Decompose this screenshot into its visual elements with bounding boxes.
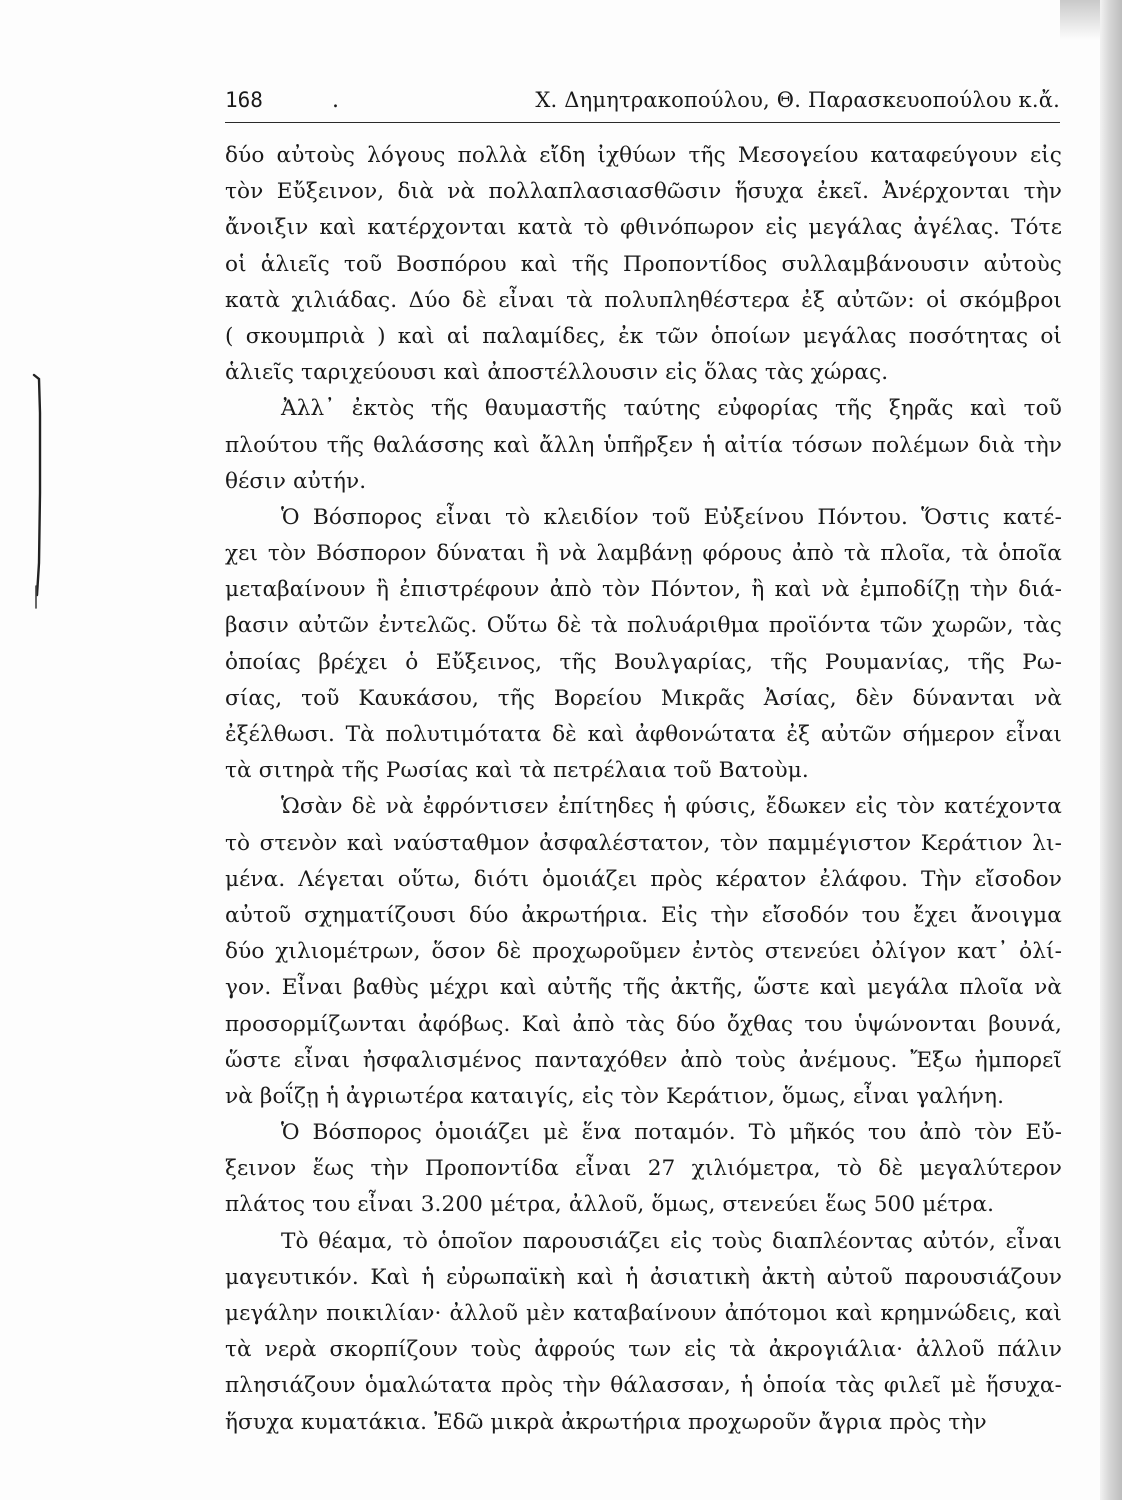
text-line: σίας, τοῦ Καυκάσου, τῆς Βορείου Μικρᾶς Ἀσίας, δὲν δύνανται νὰ [225, 685, 1062, 711]
text-line: κατὰ χιλιάδας. Δύο δὲ εἶναι τὰ πολυπληθέστερα ἐξ αὐτῶν: οἱ σκόμβροι [225, 287, 1062, 313]
margin-pencil-tick [33, 584, 39, 610]
text-line: Ὁ Βόσπορος εἶναι τὸ κλειδίον τοῦ Εὐξείνου Πόντου. Ὅστις κατέ- [281, 504, 1062, 530]
paragraph [225, 1115, 1062, 1224]
text-line: ἄνοιξιν καὶ κατέρχονται κατὰ τὸ φθινόπωρον εἰς μεγάλας ἀγέλας. Τότε [225, 215, 1062, 241]
text-line: δύο χιλιομέτρων, ὅσον δὲ προχωροῦμεν ἐντὸς στενεύει ὀλίγον κατ᾽ ὀλί- [225, 939, 1062, 965]
text-line: τὰ νερὰ σκορπίζουν τοὺς ἀφρούς των εἰς τὰ ἀκρογιάλια· ἀλλοῦ πάλιν [225, 1337, 1062, 1363]
text-line: ἥσυχα κυματάκια. Ἐδῶ μικρὰ ἀκρωτήρια προχωροῦν ἄγρια πρὸς τὴν [225, 1409, 987, 1435]
text-line: γον. Εἶναι βαθὺς μέχρι καὶ αὐτῆς τῆς ἀκτῆς, ὥστε καὶ μεγάλα πλοῖα νὰ [225, 975, 1062, 1001]
text-line: δύο αὐτοὺς λόγους πολλὰ εἴδη ἰχθύων τῆς Μεσογείου καταφεύγουν εἰς [225, 143, 1062, 168]
text-line: τὸν Εὔξεινον, διὰ νὰ πολλαπλασιασθῶσιν ἥσυχα ἐκεῖ. Ἀνέρχονται τὴν [225, 179, 1062, 205]
text-line: ( σκουμπριὰ ) καὶ αἱ παλαμίδες, ἐκ τῶν ὁποίων μεγάλας ποσότητας οἱ [225, 323, 1062, 349]
text-line: νὰ βοΐζῃ ἡ ἀγριωτέρα καταιγίς, εἰς τὸν Κεράτιον, ὅμως, εἶναι γαλήνη. [225, 1083, 1005, 1109]
text-line: τὰ σιτηρὰ τῆς Ρωσίας καὶ τὰ πετρέλαια τοῦ Βατοὺμ. [225, 758, 809, 784]
text-line: πλησιάζουν ὁμαλώτατα πρὸς τὴν θάλασσαν, ἡ ὁποία τὰς φιλεῖ μὲ ἥσυχα- [225, 1373, 1062, 1399]
text-line: Τὸ θέαμα, τὸ ὁποῖον παρουσιάζει εἰς τοὺς διαπλέοντας αὐτόν, εἶναι [281, 1228, 1062, 1254]
scan-edge-shadow [1100, 0, 1122, 1500]
scan-corner-shadow [1060, 0, 1100, 40]
margin-pencil-mark [30, 373, 44, 598]
text-line: προσορμίζωνται ἀφόβως. Καὶ ἀπὸ τὰς δύο ὄχθας του ὑψώνονται βουνά, [225, 1011, 1062, 1037]
paragraph [225, 391, 1062, 500]
paragraph [225, 789, 1062, 1115]
text-line: θέσιν αὐτήν. [225, 468, 367, 494]
text-line: βασιν αὐτῶν ἐντελῶς. Οὕτω δὲ τὰ πολυάριθμα προϊόντα τῶν χωρῶν, τὰς [225, 613, 1062, 639]
running-header [225, 84, 1060, 124]
text-line: μεγάλην ποικιλίαν· ἀλλοῦ μὲν καταβαίνουν ἀπότομοι καὶ κρημνώδεις, καὶ [225, 1301, 1062, 1326]
header-dot: . [332, 88, 339, 113]
paragraph [225, 500, 1062, 790]
text-line: ὥστε εἶναι ἠσφαλισμένος πανταχόθεν ἀπὸ τοὺς ἀνέμους. Ἔξω ἠμπορεῖ [225, 1047, 1062, 1073]
text-line: αὐτοῦ σχηματίζουσι δύο ἀκρωτήρια. Εἰς τὴν εἴσοδόν του ἔχει ἄνοιγμα [225, 902, 1062, 928]
paragraph [225, 138, 1062, 391]
text-line: χει τὸν Βόσπορον δύναται ἢ νὰ λαμβάνῃ φόρους ἀπὸ τὰ πλοῖα, τὰ ὁποῖα [225, 541, 1062, 567]
text-line: τὸ στενὸν καὶ ναύσταθμον ἀσφαλέστατον, τὸν παμμέγιστον Κεράτιον λι- [225, 830, 1062, 856]
page-number: 168 [225, 88, 263, 112]
header-rule [225, 122, 1060, 123]
text-line: οἱ ἁλιεῖς τοῦ Βοσπόρου καὶ τῆς Προποντίδος συλλαμβάνουσιν αὐτοὺς [225, 251, 1062, 277]
text-line: μένα. Λέγεται οὕτω, διότι ὁμοιάζει πρὸς κέρατον ἐλάφου. Τὴν εἴσοδον [225, 866, 1062, 892]
text-line: ξεινον ἕως τὴν Προποντίδα εἶναι 27 χιλιόμετρα, τὸ δὲ μεγαλύτερον [225, 1156, 1062, 1182]
text-line: Ὡσὰν δὲ νὰ ἐφρόντισεν ἐπίτηδες ἡ φύσις, ἔδωκεν εἰς τὸν κατέχοντα [281, 794, 1062, 820]
text-line: πλούτου τῆς θαλάσσης καὶ ἄλλη ὑπῆρξεν ἡ αἰτία τόσων πολέμων διὰ τὴν [225, 432, 1062, 458]
text-line: ὁποίας βρέχει ὁ Εὔξεινος, τῆς Βουλγαρίας, τῆς Ρουμανίας, τῆς Ρω- [225, 649, 1062, 675]
text-line: μαγευτικόν. Καὶ ἡ εὐρωπαϊκὴ καὶ ἡ ἀσιατικὴ ἀκτὴ αὐτοῦ παρουσιάζουν [225, 1264, 1062, 1290]
text-line: ἐξέλθωσι. Τὰ πολυτιμότατα δὲ καὶ ἀφθονώτατα ἐξ αὐτῶν σήμερον εἶναι [225, 722, 1062, 747]
text-line: πλάτος του εἶναι 3.200 μέτρα, ἀλλοῦ, ὅμως, στενεύει ἕως 500 μέτρα. [225, 1192, 995, 1218]
text-line: Ἀλλ᾽ ἐκτὸς τῆς θαυμαστῆς ταύτης εὐφορίας τῆς ξηρᾶς καὶ τοῦ [281, 396, 1062, 422]
paragraph [225, 1224, 1062, 1441]
text-line: μεταβαίνουν ἢ ἐπιστρέφουν ἀπὸ τὸν Πόντον, ἢ καὶ νὰ ἐμποδίζῃ τὴν διά- [225, 577, 1062, 603]
running-title: Χ. Δημητρακοπούλου, Θ. Παρασκευοπούλου κ.ἄ. [535, 88, 1060, 112]
body-text [225, 138, 1062, 1441]
text-line: ἁλιεῖς ταριχεύουσι καὶ ἀποστέλλουσιν εἰς ὅλας τὰς χώρας. [225, 360, 889, 386]
text-line: Ὁ Βόσπορος ὁμοιάζει μὲ ἕνα ποταμόν. Τὸ μῆκός του ἀπὸ τὸν Εὔ- [281, 1120, 1062, 1146]
